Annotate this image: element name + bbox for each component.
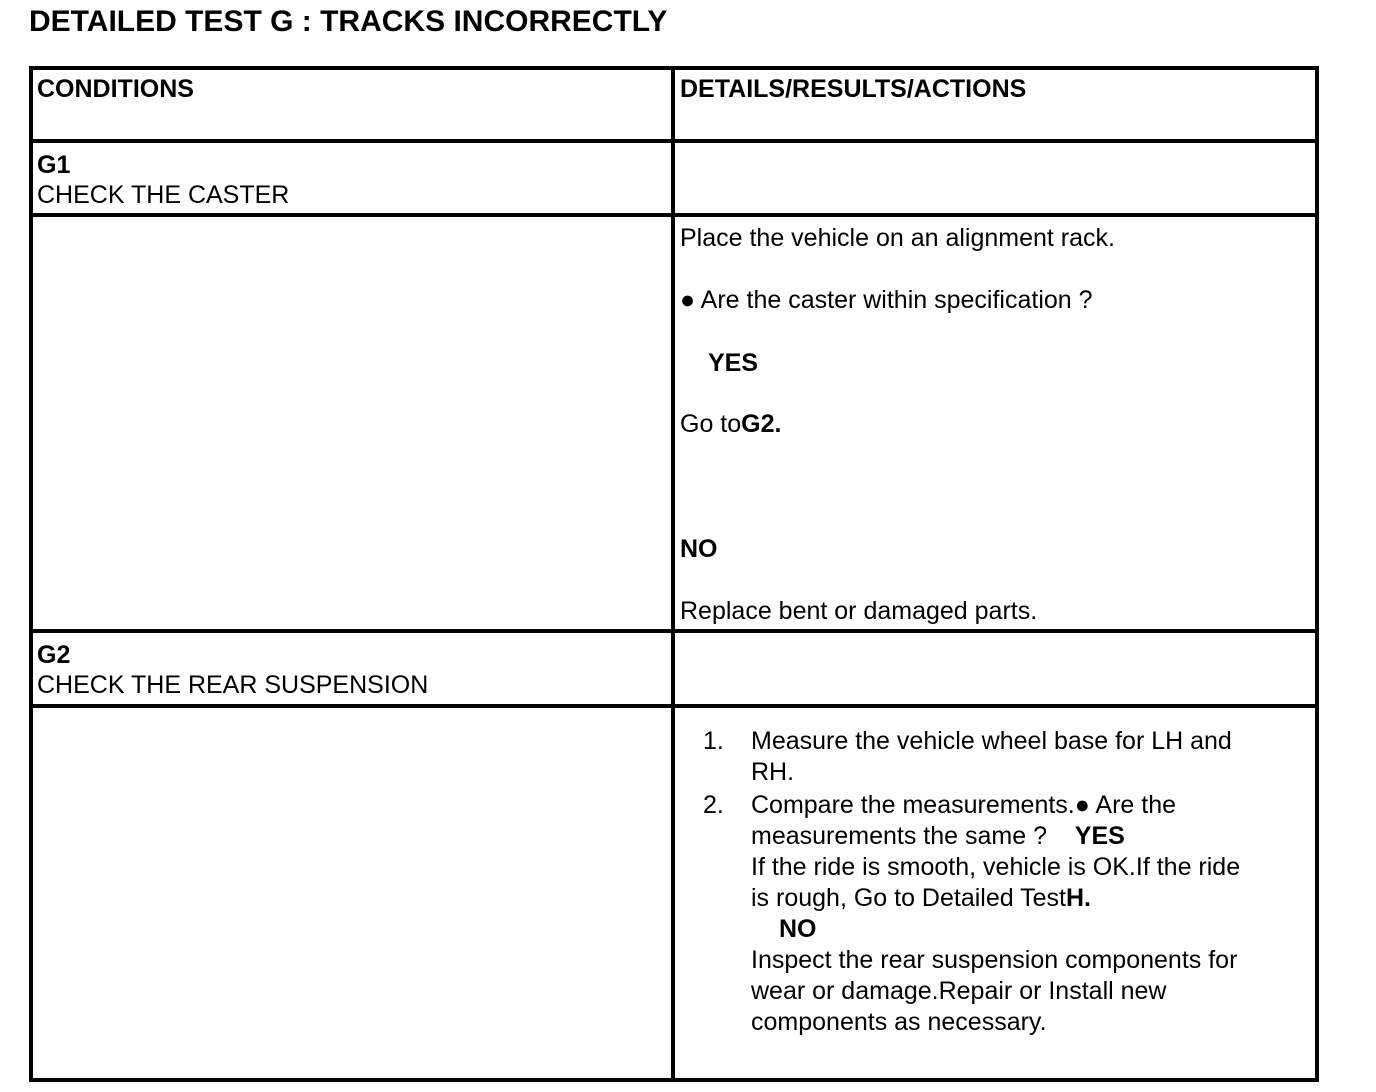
page-title: DETAILED TEST G : TRACKS INCORRECTLY xyxy=(29,5,668,38)
yes-action xyxy=(680,409,781,439)
step-label: CHECK THE CASTER xyxy=(37,181,290,209)
instruction-text: Place the vehicle on an alignment rack. xyxy=(680,224,1115,252)
yes-action-target: G2. xyxy=(741,410,782,438)
no-action: Inspect the rear suspension components for wear or damage.Repair or Install new components as necessary. xyxy=(751,946,1238,1036)
step-code: G2 xyxy=(37,641,71,669)
row-divider-header xyxy=(29,139,1319,143)
no-action: Replace bent or damaged parts. xyxy=(680,597,1038,625)
row-divider-g1-body xyxy=(29,629,1319,633)
yes-action-target: H. xyxy=(1066,884,1091,912)
list-item-number: 1. xyxy=(703,727,724,755)
diagnostic-table xyxy=(29,66,1319,1082)
list-item-number: 2. xyxy=(703,791,724,819)
question-text: ● Are the caster within specification ? xyxy=(680,286,1093,314)
step-code: G1 xyxy=(37,151,71,179)
table-border-right xyxy=(1315,66,1319,1082)
header-conditions: CONDITIONS xyxy=(37,75,194,103)
column-divider xyxy=(671,66,675,1082)
no-label: NO xyxy=(680,535,718,563)
yes-action-prefix: If the ride is smooth, vehicle is OK.If the ride is rough, Go to Detailed Test xyxy=(751,853,1241,912)
row-divider-g2-title xyxy=(29,704,1319,708)
list-item-text xyxy=(751,790,1271,852)
yes-action xyxy=(751,852,1261,914)
no-label: NO xyxy=(779,915,817,943)
step-label: CHECK THE REAR SUSPENSION xyxy=(37,671,429,699)
compare-text: Compare the measurements.● Are the measurements the same ? xyxy=(751,791,1177,850)
yes-label: YES xyxy=(708,349,759,377)
row-divider-g1-title xyxy=(29,213,1319,217)
step-g1-title xyxy=(37,150,289,210)
step-g1-details xyxy=(680,218,1310,628)
step-g2-details xyxy=(680,709,1310,1077)
step-g2-title xyxy=(37,640,428,700)
list-item-text: Measure the vehicle wheel base for LH and RH. xyxy=(751,727,1232,786)
header-details: DETAILS/RESULTS/ACTIONS xyxy=(680,75,1027,103)
yes-label: YES xyxy=(1074,822,1125,850)
table-border-left xyxy=(29,66,33,1082)
yes-action-prefix: Go to xyxy=(680,410,742,438)
